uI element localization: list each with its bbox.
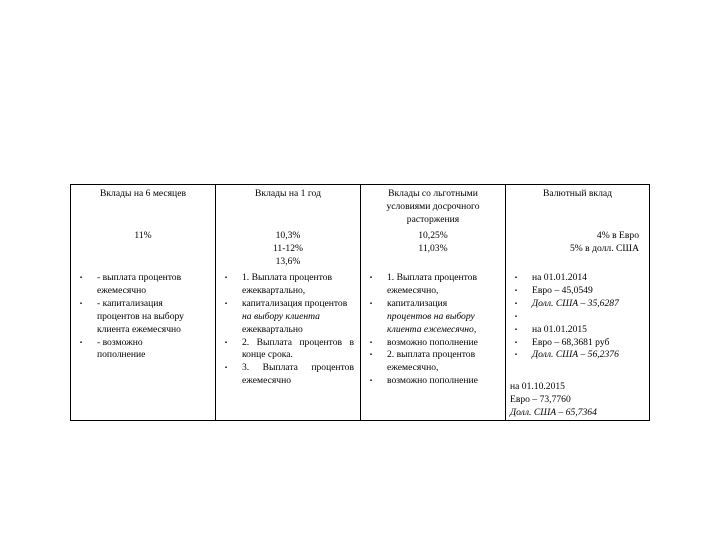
bullet-icon: ▪ [369, 339, 373, 346]
rate-block [220, 230, 356, 269]
deposits-table [70, 184, 650, 421]
list-item: ▪ Евро – 68,3681 руб [510, 337, 645, 350]
list-item: ▪ на 01.01.2014 [510, 272, 645, 285]
conditions-list [365, 272, 499, 388]
rate-value: 4% в Евро [596, 230, 639, 241]
column-header: Вклады на 1 год [255, 188, 321, 199]
rate-value: 11% [134, 230, 152, 241]
exchange-rate-extra: на 01.10.2015 Евро – 73,7760 Долл. США – 65,7364 [510, 381, 597, 418]
list-item: ▪ Долл. США – 35,6287 [510, 298, 645, 311]
bullet-icon: ▪ [79, 300, 83, 307]
bullet-icon: ▪ [79, 339, 83, 346]
bullet-icon: ▪ [224, 339, 228, 346]
list-item: ▪ 1. Выплата процентов ежемесячно, [365, 272, 499, 298]
rate-value: 10,25% [418, 230, 448, 241]
rate-value: 13,6% [275, 255, 301, 267]
list-item: ▪ 2. Выплата процентов в конце срока. [220, 337, 354, 363]
conditions-list [75, 272, 207, 362]
column-1-year [216, 185, 361, 420]
bullet-icon: ▪ [514, 352, 518, 359]
bullet-icon: ▪ [514, 339, 518, 346]
column-early-termination [361, 185, 506, 420]
rate-block [510, 230, 639, 256]
bullet-icon: ▪ [224, 365, 228, 372]
list-item: ▪ возможно пополнение [365, 337, 499, 350]
bullet-icon: ▪ [514, 275, 518, 281]
list-item: ▪ 3. Выплата процентов ежемесячно [220, 362, 354, 388]
list-item: ▪ возможно пополнение [365, 375, 499, 388]
bullet-icon: ▪ [369, 352, 373, 359]
list-item: ▪ на 01.01.2015 [510, 324, 645, 337]
column-header: Вклады со льготными условиями досрочного расторжения [386, 188, 480, 225]
list-item: ▪ Евро – 45,0549 [510, 285, 645, 298]
list-item: ▪ капитализация процентов на выбору клиента ежемесячно, [365, 298, 499, 337]
rate-value: 5% в долл. США [569, 242, 639, 254]
rate-value: 10,3% [275, 230, 301, 241]
list-item: ▪ Долл. США – 56,2376 [510, 349, 645, 362]
bullet-icon: ▪ [224, 275, 228, 281]
bullet-icon: ▪ [369, 300, 373, 307]
list-item: ▪ - капитализация процентов на выбору клиента ежемесячно [75, 298, 207, 337]
bullet-icon: ▪ [514, 300, 518, 307]
bullet-icon: ▪ [224, 300, 228, 307]
bullet-icon: ▪ [369, 275, 373, 281]
list-item: ▪ капитализация процентов на выбору клиента ежеквартально [220, 298, 354, 337]
bullet-icon: ▪ [79, 275, 83, 281]
bullet-icon: ▪ [514, 313, 518, 320]
column-currency-deposit [506, 185, 649, 420]
exchange-rate-list [510, 272, 645, 362]
rate-value: 11,03% [418, 242, 448, 254]
column-header: Валютный вклад [543, 188, 612, 199]
list-item: ▪ 2. выплата процентов ежемесячно, [365, 349, 499, 375]
list-item: ▪ - выплата процентов ежемесячно [75, 272, 207, 298]
rate-block [365, 230, 501, 256]
bullet-icon: ▪ [514, 287, 518, 294]
conditions-list [220, 272, 354, 388]
rate-value: 11-12% [272, 242, 304, 254]
bullet-icon: ▪ [514, 326, 518, 333]
list-item: ▪ - возможно пополнение [75, 337, 207, 363]
column-header: Вклады на 6 месяцев [100, 188, 186, 199]
list-item: ▪ 1. Выплата процентов ежеквартально, [220, 272, 354, 298]
list-item [510, 311, 645, 324]
column-6-months [71, 185, 216, 420]
bullet-icon: ▪ [369, 378, 373, 385]
